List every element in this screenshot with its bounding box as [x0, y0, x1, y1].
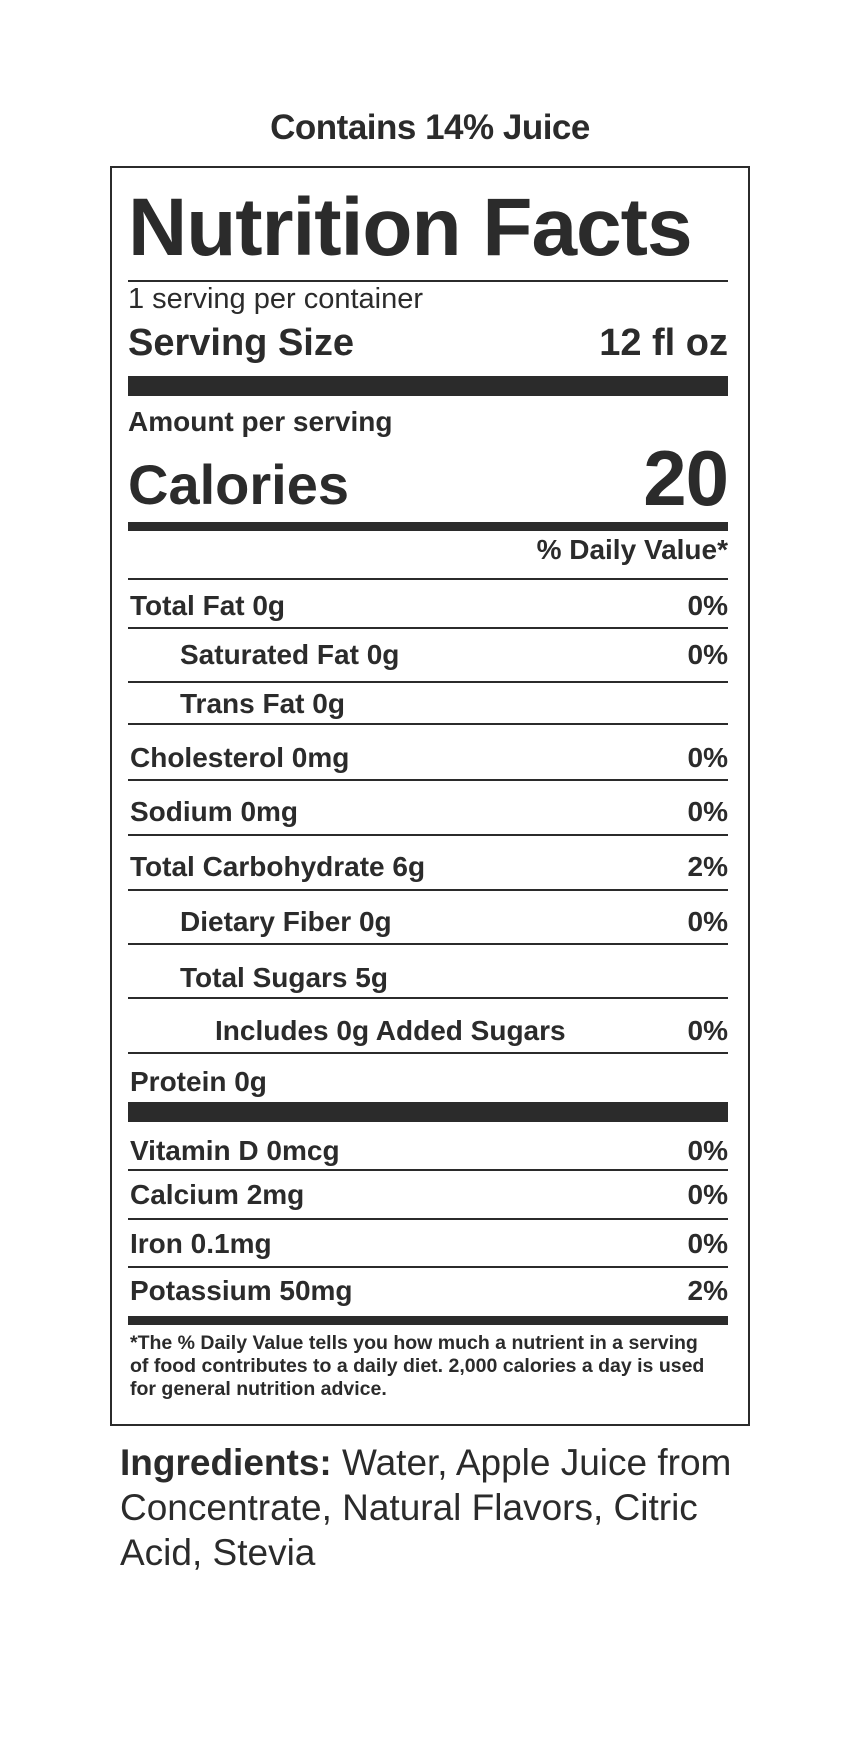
- nutrient-row-trans-fat: [130, 686, 728, 722]
- ingredients-text: Water, Apple Juice from Concentrate, Natural Flavors, Citric Acid, Stevia: [120, 1442, 732, 1573]
- micronutrient-row-vitamin-d: [130, 1133, 728, 1169]
- divider: [128, 943, 728, 945]
- ingredients-label: Ingredients:: [120, 1442, 332, 1483]
- nutrient-row-total-sugars: [130, 960, 728, 996]
- nutrition-facts-panel: [110, 166, 750, 1426]
- divider: [128, 578, 728, 580]
- nutrient-name: Includes 0g Added Sugars: [215, 1015, 566, 1046]
- divider: [128, 889, 728, 891]
- nutrient-name: Protein 0g: [130, 1066, 267, 1097]
- nutrient-name: Total Fat 0g: [130, 590, 286, 621]
- nutrient-dv: 2%: [687, 1275, 728, 1306]
- daily-value-header: % Daily Value*: [536, 534, 728, 565]
- nutrition-facts-title: Nutrition Facts: [128, 182, 692, 273]
- nutrient-row-protein: [130, 1064, 728, 1100]
- nutrient-name: Total Carbohydrate 6g: [130, 851, 426, 882]
- divider: [128, 627, 728, 629]
- nutrient-dv: 0%: [687, 742, 728, 773]
- nutrient-name: Cholesterol 0mg: [130, 742, 350, 773]
- divider: [128, 997, 728, 999]
- thick-divider: [128, 376, 728, 396]
- calories-label: Calories: [128, 453, 349, 516]
- nutrient-name: Iron 0.1mg: [130, 1228, 272, 1259]
- amount-per-serving: Amount per serving: [128, 406, 393, 437]
- micronutrient-row-potassium: [130, 1273, 728, 1309]
- nutrient-dv: 0%: [687, 639, 728, 670]
- calories-value: 20: [643, 434, 728, 522]
- divider: [128, 1266, 728, 1268]
- divider: [128, 834, 728, 836]
- nutrient-dv: 0%: [687, 590, 728, 621]
- divider: [128, 1218, 728, 1220]
- thick-divider: [128, 1102, 728, 1122]
- serving-size-value: 12 fl oz: [599, 322, 728, 364]
- medium-divider: [128, 1316, 728, 1325]
- nutrient-dv: 0%: [687, 1228, 728, 1259]
- nutrient-dv: 0%: [687, 1179, 728, 1210]
- divider: [128, 1052, 728, 1054]
- nutrient-row-added-sugars: [130, 1013, 728, 1049]
- nutrient-name: Sodium 0mg: [130, 796, 299, 827]
- juice-content-statement: Contains 14% Juice: [270, 108, 590, 147]
- nutrient-dv: 0%: [687, 1135, 728, 1166]
- nutrient-name: Saturated Fat 0g: [180, 639, 400, 670]
- serving-size-row: [128, 318, 728, 368]
- nutrient-dv: 0%: [687, 796, 728, 827]
- nutrient-name: Calcium 2mg: [130, 1179, 305, 1210]
- nutrient-name: Potassium 50mg: [130, 1275, 353, 1306]
- serving-size-label: Serving Size: [128, 322, 354, 364]
- nutrient-dv: 0%: [687, 906, 728, 937]
- nutrient-name: Dietary Fiber 0g: [180, 906, 392, 937]
- micronutrient-row-iron: [130, 1226, 728, 1262]
- nutrient-row-total-carbohydrate: [130, 849, 728, 885]
- calories-row: [128, 436, 728, 520]
- ingredients-statement: [120, 1440, 770, 1575]
- nutrient-row-cholesterol: [130, 740, 728, 776]
- nutrient-dv: 2%: [687, 851, 728, 882]
- nutrient-name: Trans Fat 0g: [180, 688, 345, 719]
- nutrient-dv: 0%: [687, 1015, 728, 1046]
- servings-per-container: 1 serving per container: [128, 283, 423, 315]
- nutrient-row-sodium: [130, 794, 728, 830]
- nutrient-name: Total Sugars 5g: [180, 962, 388, 993]
- nutrient-row-dietary-fiber: [130, 904, 728, 940]
- divider: [128, 723, 728, 725]
- micronutrient-row-calcium: [130, 1177, 728, 1213]
- daily-value-footnote: *The % Daily Value tells you how much a nutrient in a serving of food contributes to a daily diet. 2,000 calories a day is used for general nutrition advice.: [130, 1332, 705, 1400]
- nutrient-row-saturated-fat: [130, 637, 728, 673]
- divider: [128, 779, 728, 781]
- nutrient-row-total-fat: [130, 588, 728, 624]
- nutrient-name: Vitamin D 0mcg: [130, 1135, 340, 1166]
- divider: [128, 681, 728, 683]
- divider: [128, 1169, 728, 1171]
